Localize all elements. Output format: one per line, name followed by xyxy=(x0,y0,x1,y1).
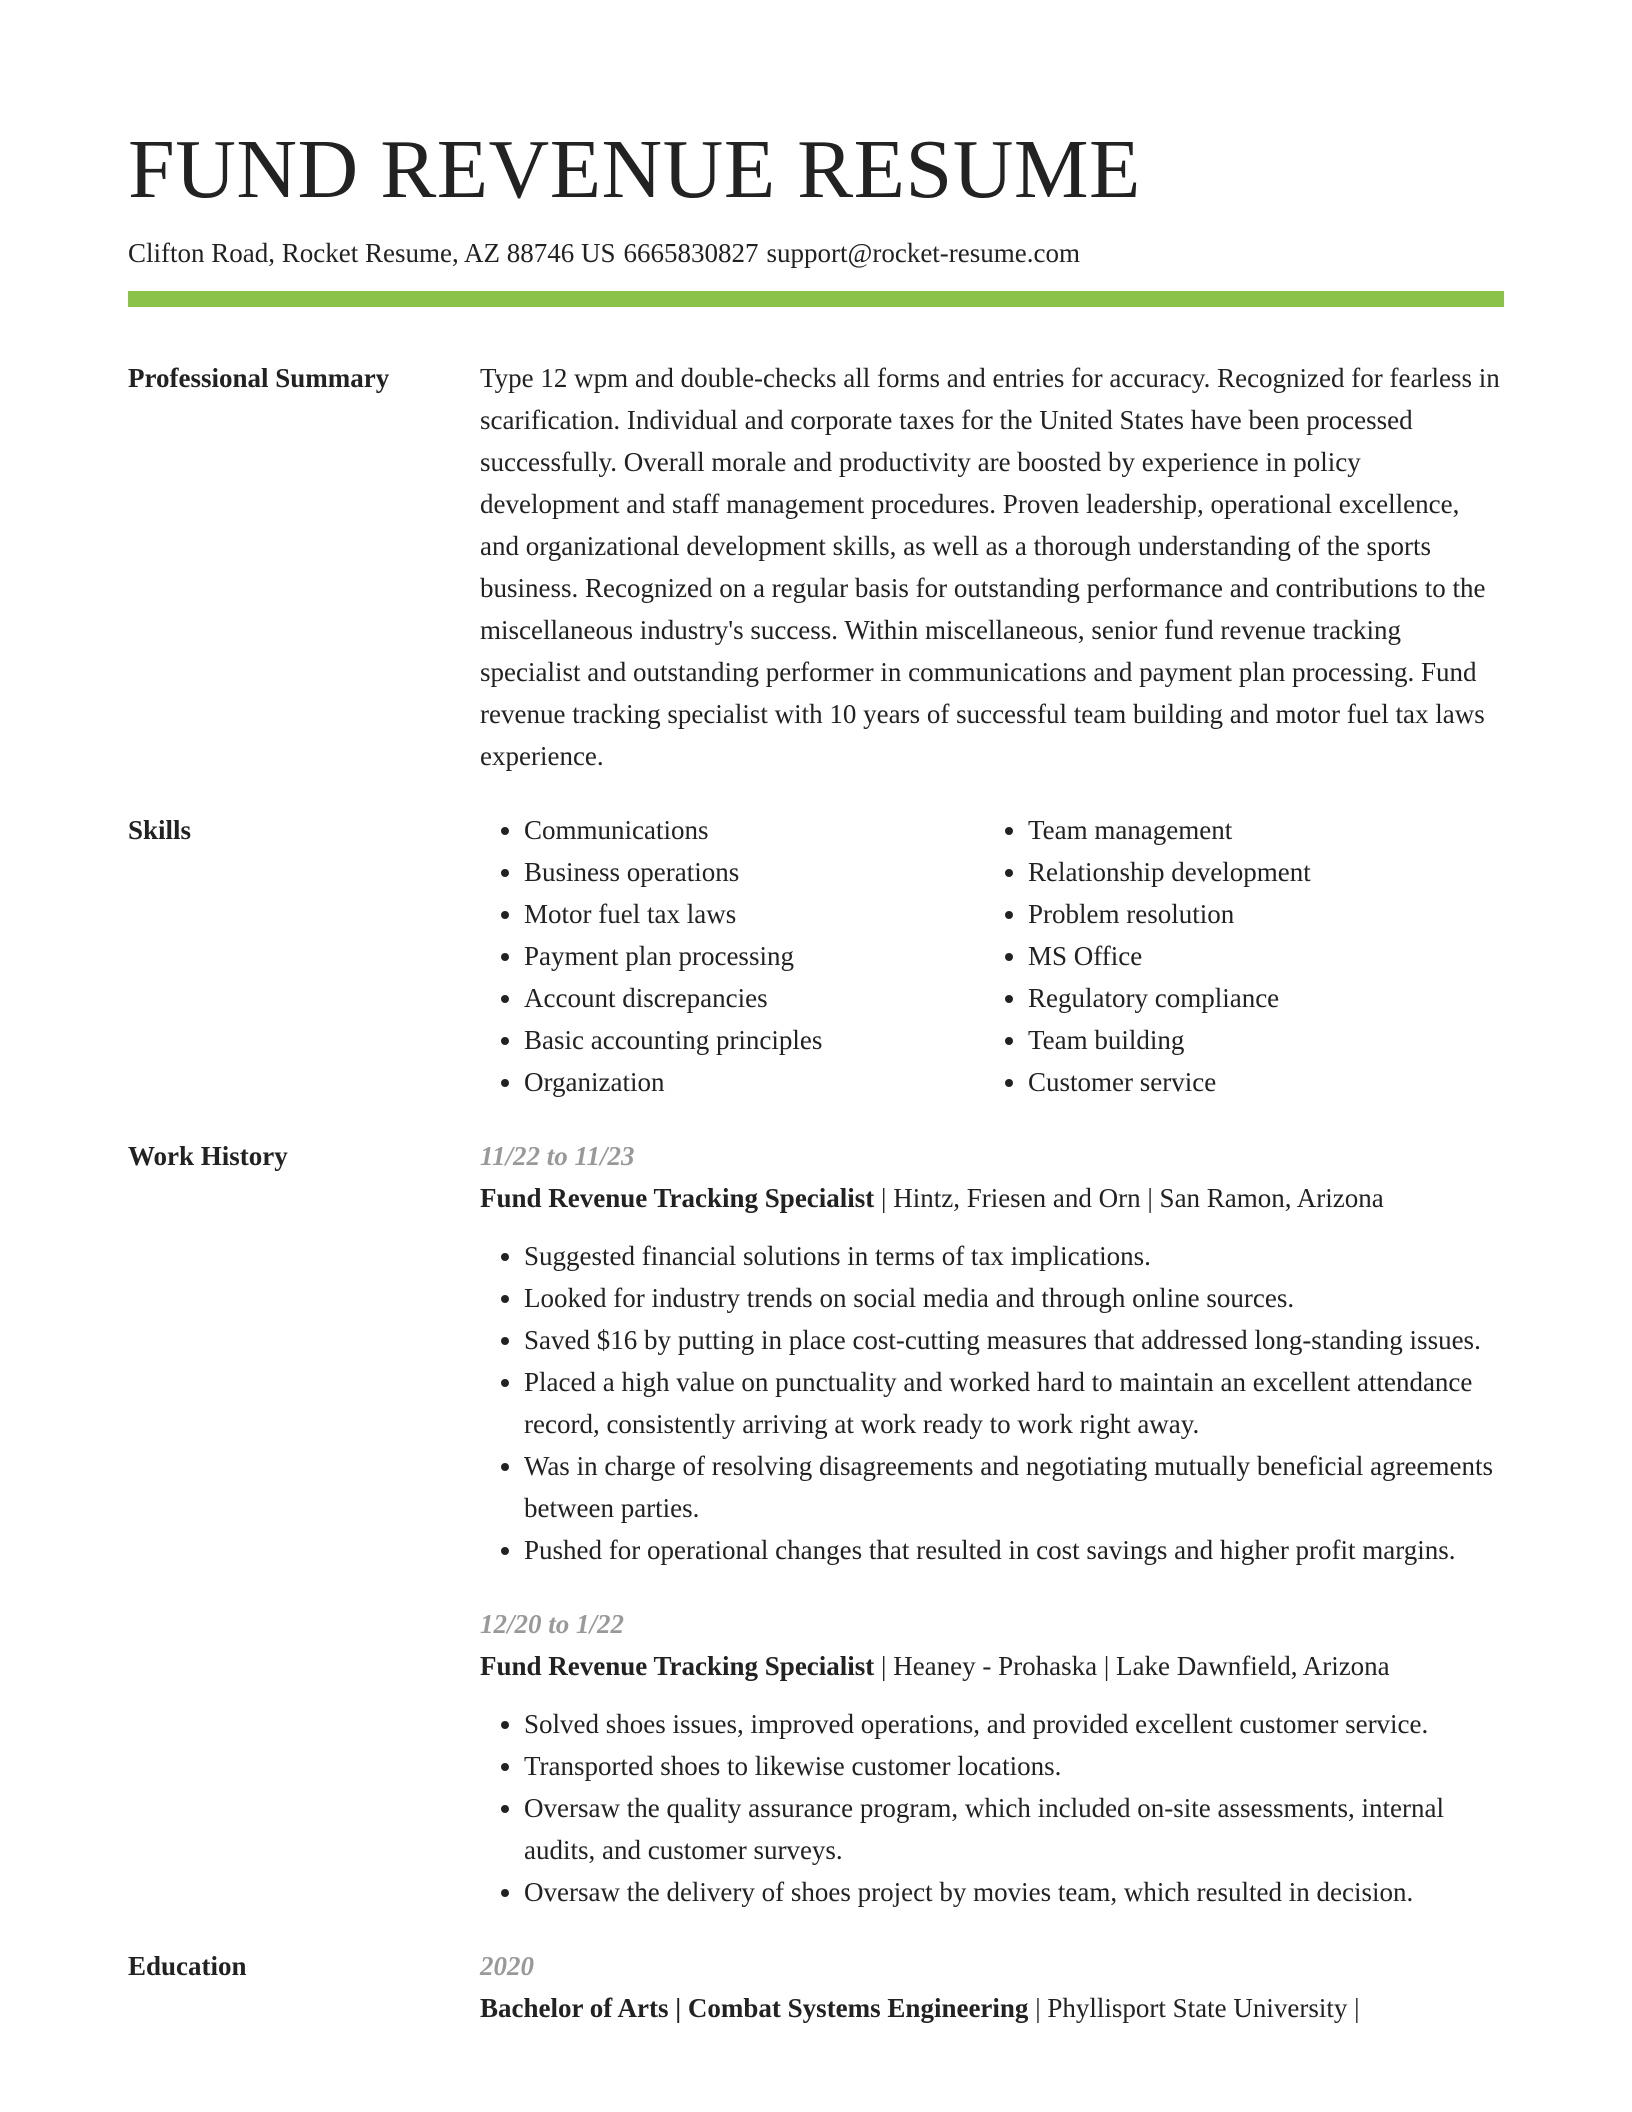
skill-item: • Communications xyxy=(524,809,984,851)
job-employer-location: | Hintz, Friesen and Orn | San Ramon, Arizona xyxy=(874,1183,1384,1213)
summary-section xyxy=(128,357,1504,777)
job-bullet: • Was in charge of resolving disagreements and negotiating mutually beneficial agreements between parties. xyxy=(524,1445,1504,1529)
skills-section xyxy=(128,809,1504,1103)
skill-item: • Organization xyxy=(524,1061,984,1103)
job-entry xyxy=(480,1135,1504,1571)
contact-email: support@rocket-resume.com xyxy=(766,238,1081,268)
job-bullets xyxy=(480,1703,1504,1913)
skill-item: • Customer service xyxy=(1028,1061,1311,1103)
education-school: | Phyllisport State University | xyxy=(1028,1993,1360,2023)
education-degree: Bachelor of Arts | Combat Systems Engineering xyxy=(480,1993,1029,2023)
job-bullet: • Oversaw the quality assurance program, which included on-site assessments, internal audits, and customer surveys. xyxy=(524,1787,1504,1871)
skills-label: Skills xyxy=(128,815,192,845)
job-bullet: • Looked for industry trends on social media and through online sources. xyxy=(524,1277,1504,1319)
contact-phone: 6665830827 xyxy=(623,238,759,268)
job-bullet: • Solved shoes issues, improved operations, and provided excellent customer service. xyxy=(524,1703,1504,1745)
job-heading xyxy=(480,1177,1504,1219)
resume-page xyxy=(128,0,1504,2029)
education-heading xyxy=(480,1987,1504,2029)
job-bullets xyxy=(480,1235,1504,1571)
skill-item: • Team management xyxy=(1028,809,1311,851)
job-employer-location: | Heaney - Prohaska | Lake Dawnfield, Arizona xyxy=(874,1651,1390,1681)
skill-item: • Team building xyxy=(1028,1019,1311,1061)
education-section xyxy=(128,1945,1504,2029)
skill-item: • Account discrepancies xyxy=(524,977,984,1019)
skill-item: • Basic accounting principles xyxy=(524,1019,984,1061)
summary-label: Professional Summary xyxy=(128,363,390,393)
contact-address: Clifton Road, Rocket Resume, AZ 88746 US xyxy=(128,238,616,268)
contact-line xyxy=(128,236,1504,270)
resume-title: FUND REVENUE RESUME xyxy=(128,123,1141,216)
job-bullet: • Suggested financial solutions in terms of tax implications. xyxy=(524,1235,1504,1277)
skill-item: • Payment plan processing xyxy=(524,935,984,977)
skill-item: • Motor fuel tax laws xyxy=(524,893,984,935)
skill-item: • Relationship development xyxy=(1028,851,1311,893)
skills-grid xyxy=(480,809,1504,1103)
job-bullet: • Transported shoes to likewise customer locations. xyxy=(524,1745,1504,1787)
job-bullet: • Pushed for operational changes that resulted in cost savings and higher profit margins. xyxy=(524,1529,1504,1571)
job-title: Fund Revenue Tracking Specialist xyxy=(480,1183,875,1213)
job-bullet: • Saved $16 by putting in place cost-cutting measures that addressed long-standing issues. xyxy=(524,1319,1504,1361)
job-entry xyxy=(480,1603,1504,1913)
job-bullet: • Placed a high value on punctuality and worked hard to maintain an excellent attendance record, consistently arriving at work ready to work right away. xyxy=(524,1361,1504,1445)
skills-list-left xyxy=(480,809,984,1103)
skills-list-right xyxy=(984,809,1311,1103)
skill-item: • MS Office xyxy=(1028,935,1311,977)
skill-item: • Business operations xyxy=(524,851,984,893)
summary-text: Type 12 wpm and double-checks all forms and entries for accuracy. Recognized for fearless in scarification. Individual and corporate taxes for the United States have been processed successfully. Overall morale and productivity are boosted by experience in policy development and staff management procedures. Proven leadership, operational excellence, and organizational development skills, as well as a thorough understanding of the sports business. Recognized on a regular basis for outstanding performance and contributions to the miscellaneous industry's success. Within miscellaneous, senior fund revenue tracking specialist and outstanding performer in communications and payment plan processing. Fund revenue tracking specialist with 10 years of successful team building and motor fuel tax laws experience. xyxy=(480,363,1500,771)
education-label: Education xyxy=(128,1951,247,1981)
work-history-section xyxy=(128,1135,1504,1913)
job-title: Fund Revenue Tracking Specialist xyxy=(480,1651,875,1681)
job-bullet: • Oversaw the delivery of shoes project by movies team, which resulted in decision. xyxy=(524,1871,1504,1913)
skill-item: • Regulatory compliance xyxy=(1028,977,1311,1019)
header-accent-rule xyxy=(128,291,1504,307)
job-dates: 12/20 to 1/22 xyxy=(480,1609,625,1639)
job-dates: 11/22 to 11/23 xyxy=(480,1141,635,1171)
job-heading xyxy=(480,1645,1504,1687)
education-year: 2020 xyxy=(480,1951,534,1981)
skill-item: • Problem resolution xyxy=(1028,893,1311,935)
work-history-label: Work History xyxy=(128,1141,288,1171)
